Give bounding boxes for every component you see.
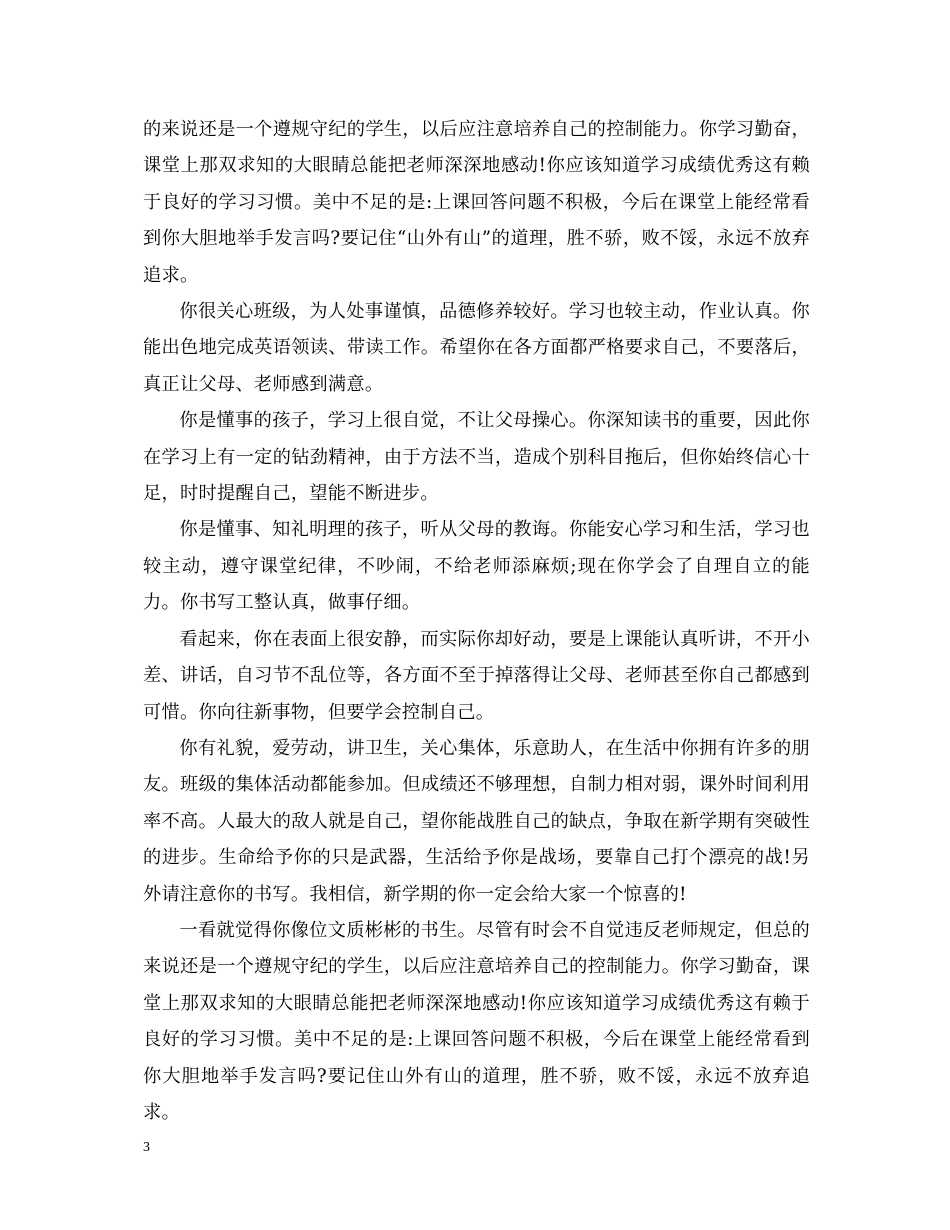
paragraph: 一看就觉得你像位文质彬彬的书生。尽管有时会不自觉违反老师规定，但总的来说还是一个遵规守纪的学生，以后应注意培养自己的控制能力。你学习勤奋，课堂上那双求知的大眼睛总能把老师深深地感动!你应该知道学习成绩优秀这有赖于良好的学习习惯。美中不足的是:上课回答问题不积极，今后在课堂上能经常看到你大胆地举手发言吗?要记住山外有山的道理，胜不骄，败不馁，永远不放弃追求。 <box>143 919 810 1123</box>
page-number: 3 <box>143 1140 150 1155</box>
document-body <box>143 112 810 1131</box>
paragraph: 你是懂事、知礼明理的孩子，听从父母的教诲。你能安心学习和生活，学习也较主动，遵守课堂纪律，不吵闹，不给老师添麻烦;现在你学会了自理自立的能力。你书写工整认真，做事仔细。 <box>143 519 810 614</box>
paragraph: 你有礼貌，爱劳动，讲卫生，关心集体，乐意助人，在生活中你拥有许多的朋友。班级的集体活动都能参加。但成绩还不够理想，自制力相对弱，课外时间利用率不高。人最大的敌人就是自己，望你能战胜自己的缺点，争取在新学期有突破性的进步。生命给予你的只是武器，生活给予你是战场，要靠自己打个漂亮的战!另外请注意你的书写。我相信，新学期的你一定会给大家一个惊喜的! <box>143 737 810 905</box>
paragraph: 你是懂事的孩子，学习上很自觉，不让父母操心。你深知读书的重要，因此你在学习上有一定的钻劲精神，由于方法不当，造成个别科目拖后，但你始终信心十足，时时提醒自己，望能不断进步。 <box>143 410 810 505</box>
paragraph: 你很关心班级，为人处事谨慎，品德修养较好。学习也较主动，作业认真。你能出色地完成英语领读、带读工作。希望你在各方面都严格要求自己，不要落后，真正让父母、老师感到满意。 <box>143 301 810 395</box>
paragraph-continued: 的来说还是一个遵规守纪的学生，以后应注意培养自己的控制能力。你学习勤奋，课堂上那双求知的大眼睛总能把老师深深地感动!你应该知道学习成绩优秀这有赖于良好的学习习惯。美中不足的是:上课回答问题不积极，今后在课堂上能经常看到你大胆地举手发言吗?要记住“山外有山”的道理，胜不骄，败不馁，永远不放弃追求。 <box>143 119 810 286</box>
paragraph: 看起来，你在表面上很安静，而实际你却好动，要是上课能认真听讲，不开小差、讲话，自习节不乱位等，各方面不至于掉落得让父母、老师甚至你自己都感到可惜。你向往新事物，但要学会控制自己。 <box>143 628 810 723</box>
